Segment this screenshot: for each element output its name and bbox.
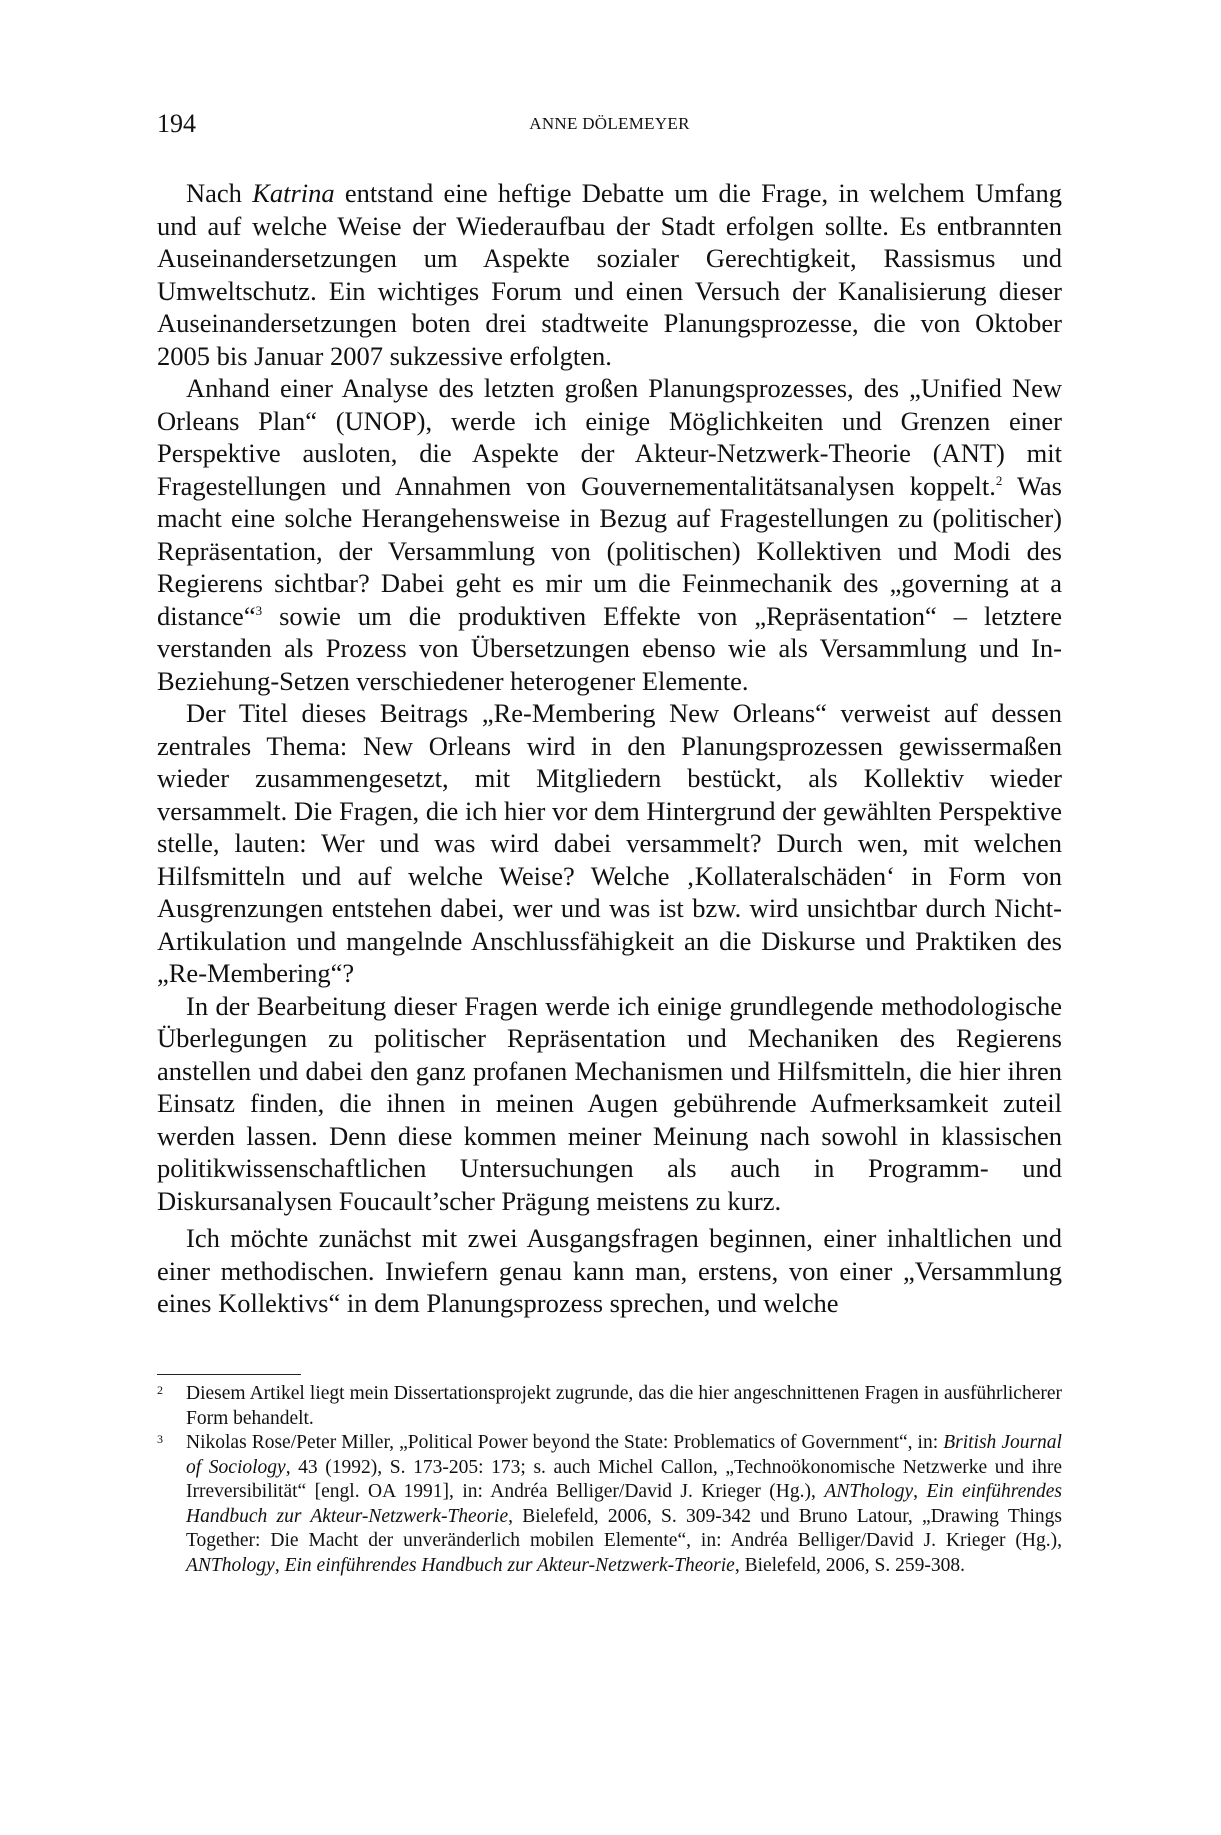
footnote-ref-2[interactable]: 2 xyxy=(995,472,1003,488)
footnote-ref-3[interactable]: 3 xyxy=(255,602,263,618)
footnote-number: 3 xyxy=(157,1432,163,1446)
page-number: 194 xyxy=(157,109,196,138)
footnotes xyxy=(157,1382,1062,1578)
footnote-3: 3 Nikolas Rose/Peter Miller, „Political Power beyond the State: Problematics of Government“, in: British Journal of Sociology, 43 (1992), S. 173-205: 173; s. auch Michel Callon, „Technoökonomische Netzwerke und ihre Irreversibilität“ [engl. OA 1991], in: Andréa Belliger/David J. Krieger (Hg.), ANThology, Ein einführendes Handbuch zur Akteur-Netzwerk-Theorie, Bielefeld, 2006, S. 309-342 und Bruno Latour, „Drawing Things Together: Die Macht der unveränderlich mobilen Elemente“, in: Andréa Belliger/David J. Krieger (Hg.), ANThology, Ein einführendes Handbuch zur Akteur-Netzwerk-Theorie, Bielefeld, 2006, S. 259-308. xyxy=(157,1431,1062,1578)
running-head-author: ANNE DÖLEMEYER xyxy=(529,114,690,133)
emphasis-katrina: Katrina xyxy=(252,178,335,208)
page-header xyxy=(157,108,1062,148)
paragraph: Nach Katrina entstand eine heftige Debatte um die Frage, in welchem Umfang und auf welche Weise der Wiederaufbau der Stadt erfolgen sollte. Es entbrannten Auseinandersetzungen um Aspekte sozialer Gerechtigkeit, Rassismus und Umweltschutz. Ein wichtiges Forum und einen Versuch der Kanalisierung dieser Auseinandersetzungen boten drei stadtweite Planungsprozesse, die von Oktober 2005 bis Januar 2007 sukzessive erfolgten. xyxy=(157,178,1063,371)
paragraph: In der Bearbeitung dieser Fragen werde ich einige grundlegende methodologische Überlegungen zu politischer Repräsentation und Mechaniken des Regierens anstellen und dabei den ganz profanen Mechanismen und Hilfsmitteln, die hier ihren Einsatz finden, die ihnen in meinen Augen gebührende Aufmerksamkeit zuteil werden lassen. Denn diese kommen meiner Meinung nach sowohl in klassischen politikwissenschaftlichen Untersuchungen als auch in Programm- und Diskursanalysen Foucault’scher Prägung meistens zu kurz. xyxy=(157,990,1062,1216)
paragraph: Anhand einer Analyse des letzten großen Planungsprozesses, des „Unified New Orleans Plan“ (UNOP), werde ich einige Möglichkeiten und Grenzen einer Perspektive ausloten, die Aspekte der Akteur-Netzwerk-Theorie (ANT) mit Fragestellungen und Annahmen von Gouvernementalitätsanalysen koppelt.$^2$ Was macht eine solche Herangehensweise in Bezug auf Fragestellungen zu (politischer) Repräsentation, der Versammlung von (politischen) Kollektiven und Modi des Regierens sichtbar? Dabei geht es mir um die Feinmechanik des „governing at a distance“$^3$ sowie um die produktiven Effekte von „Repräsentation“ – letztere verstanden als Prozess von Übersetzungen ebenso wie als Versammlung und In-Beziehung-Setzen verschiedener heterogener Elemente. xyxy=(157,373,1062,696)
footnote-divider xyxy=(157,1374,301,1375)
paragraph: Der Titel dieses Beitrags „Re-Membering New Orleans“ verweist auf dessen zentrales Thema: New Orleans wird in den Planungsprozessen gewissermaßen wieder zusammengesetzt, mit Mitgliedern bestückt, als Kollektiv wieder versammelt. Die Fragen, die ich hier vor dem Hintergrund der gewählten Perspektive stelle, lauten: Wer und was wird dabei versammelt? Durch wen, mit welchen Hilfsmitteln und auf welche Weise? Welche ‚Kollateralschäden‘ in Form von Ausgrenzungen entstehen dabei, wer und was ist bzw. wird unsichtbar durch Nicht-Artikulation und mangelnde Anschlussfähigkeit an die Diskurse und Praktiken des „Re-Membering“? xyxy=(157,698,1062,988)
body-text xyxy=(157,177,1062,1320)
footnote-number: 2 xyxy=(157,1383,163,1397)
footnote-2: 2 Diesem Artikel liegt mein Dissertationsprojekt zugrunde, das die hier angeschnittenen Fragen in ausführlicherer Form behandelt. xyxy=(157,1382,1062,1431)
paragraph: Ich möchte zunächst mit zwei Ausgangsfragen beginnen, einer inhaltlichen und einer methodischen. Inwiefern genau kann man, erstens, von einer „Versammlung eines Kollektivs“ in dem Planungsprozess sprechen, und welche xyxy=(157,1223,1062,1318)
